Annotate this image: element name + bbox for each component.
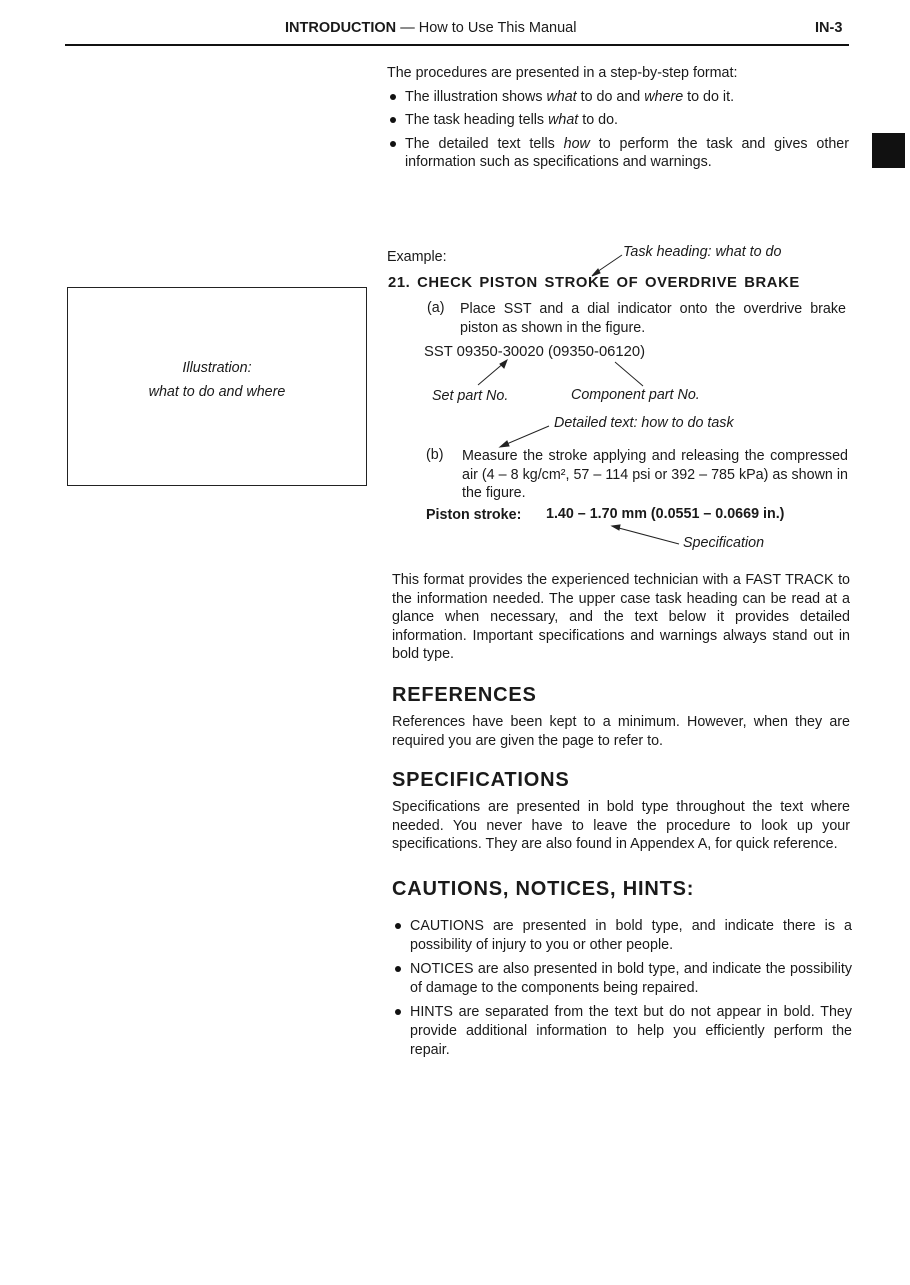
format-paragraph: This format provides the experienced technician with a FAST TRACK to the information needed. The upper case task heading can be read at a glance when necessary, and the text below it provides detailed information. Important specifications and warnings always stand out in bold type. xyxy=(392,572,850,663)
cautions-heading: CAUTIONS, NOTICES, HINTS: xyxy=(392,878,695,900)
illustration-caption-1: Illustration: xyxy=(182,360,252,376)
arrow-detailed-text xyxy=(502,426,549,446)
references-heading: REFERENCES xyxy=(392,684,537,706)
list-item: HINTS are separated from the text but do not appear in bold. They provide additional information to help you efficiently perform the repair. xyxy=(392,1003,852,1059)
cautions-list xyxy=(392,917,852,1059)
intro-bullet: The detailed text tells how to perform the task and gives other information such as specifications and warnings. xyxy=(387,135,849,172)
specifications-text: Specifications are presented in bold type throughout the text where needed. You never have to leave the procedure to look up your specifications. They are also found in Appendex A, for quick reference. xyxy=(392,799,850,853)
spec-label: Piston stroke: xyxy=(426,507,522,523)
detailed-text-note: Detailed text: how to do task xyxy=(554,415,734,431)
step-a-text: Place SST and a dial indicator onto the overdrive brake piston as shown in the figure. xyxy=(460,301,846,336)
page-number: IN-3 xyxy=(815,20,843,36)
step-b-label: (b) xyxy=(426,447,444,463)
sst-numbers: SST 09350-30020 (09350-06120) xyxy=(424,344,646,360)
specifications-heading: SPECIFICATIONS xyxy=(392,769,570,791)
intro-bullet: The illustration shows what to do and where to do it. xyxy=(387,88,849,107)
component-part-note: Component part No. xyxy=(571,387,700,403)
illustration-caption-2: what to do and where xyxy=(148,384,286,400)
set-part-note: Set part No. xyxy=(432,388,509,404)
task-heading: 21. CHECK PISTON STROKE OF OVERDRIVE BRAKE xyxy=(388,275,800,291)
specification-note: Specification xyxy=(683,535,765,551)
arrow-specification xyxy=(615,527,679,544)
arrow-component-part xyxy=(615,362,643,386)
step-a-label: (a) xyxy=(427,300,445,316)
task-heading-note: Task heading: what to do xyxy=(623,244,782,260)
header-title: How to Use This Manual xyxy=(418,20,577,36)
spec-value: 1.40 – 1.70 mm (0.0551 – 0.0669 in.) xyxy=(546,506,785,522)
step-b-text: Measure the stroke applying and releasing the compressed air (4 – 8 kg/cm², 57 – 114 psi or 392 – 785 kPa) as shown in the figure. xyxy=(462,448,848,502)
intro-bullet: The task heading tells what to do. xyxy=(387,111,849,130)
references-text: References have been kept to a minimum. However, when they are required you are given the page to refer to. xyxy=(392,714,850,749)
list-item: NOTICES are also presented in bold type, and indicate the possibility of damage to the components being repaired. xyxy=(392,960,852,997)
intro-lead: The procedures are presented in a step-by-step format: xyxy=(387,65,738,81)
list-item: CAUTIONS are presented in bold type, and indicate there is a possibility of injury to you or other people. xyxy=(392,917,852,954)
header-section: INTRODUCTION xyxy=(285,20,397,36)
header-dash: — xyxy=(400,20,415,36)
example-label: Example: xyxy=(387,249,447,265)
